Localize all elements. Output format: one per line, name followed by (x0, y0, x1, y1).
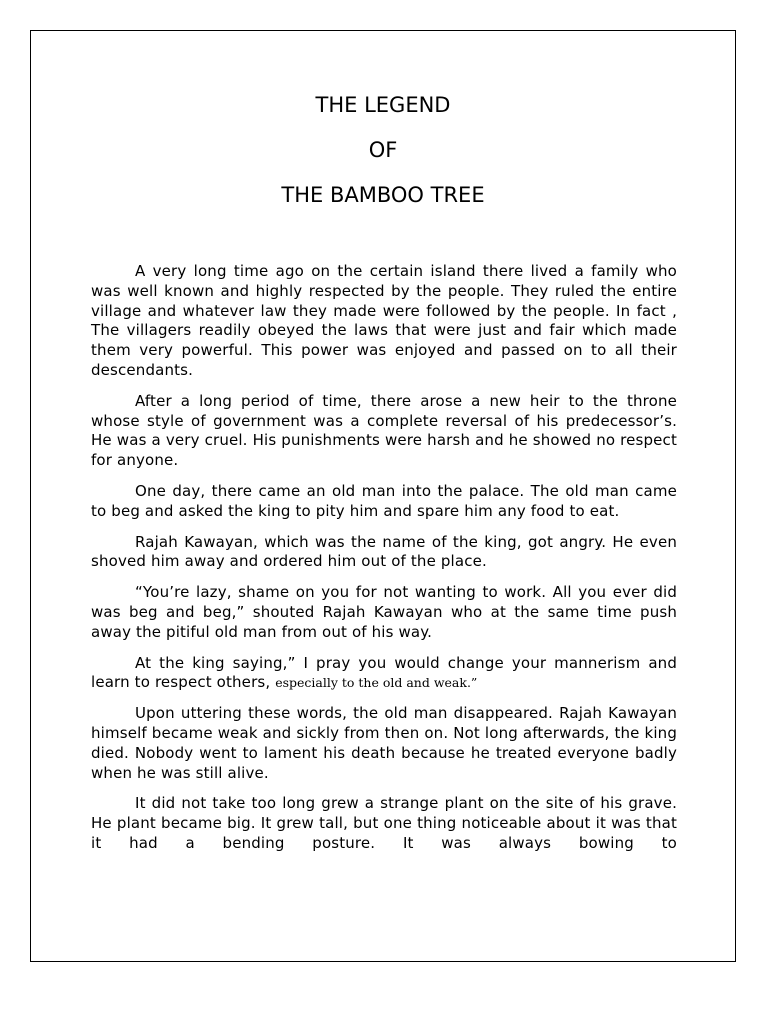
title-line-1: THE LEGEND (315, 93, 451, 117)
paragraph-6-text: At the king saying,” I pray you would change your mannerism and learn to respect others, (91, 653, 677, 692)
paragraph-7: Upon uttering these words, the old man disappeared. Rajah Kawayan himself became weak and sickly from then on. Not long afterwards, the king died. Nobody went to lament his death because he treated everyone badly when he was still alive. (91, 704, 677, 782)
paragraph-2: After a long period of time, there arose a new heir to the throne whose style of government was a complete reversal of his predecessor’s. He was a very cruel. His punishments were harsh and he showed no respect for anyone. (91, 391, 677, 470)
paragraph-8: It did not take too long grew a strange plant on the site of his grave. He plant became big. It grew tall, but one thing noticeable about it was that it had a bending posture. It was always bowing to (91, 794, 677, 852)
document-body (91, 262, 677, 865)
title-line-3: THE BAMBOO TREE (281, 183, 485, 207)
paragraph-6-serif-text: especially to the old and weak.” (275, 675, 478, 691)
paragraph-4: Rajah Kawayan, which was the name of the king, got angry. He even shoved him away and ordered him out of the place. (91, 532, 677, 571)
paragraph-3: One day, there came an old man into the palace. The old man came to beg and asked the king to pity him and spare him any food to eat. (91, 481, 677, 520)
document-title (30, 90, 736, 225)
paragraph-1: A very long time ago on the certain island there lived a family who was well known and highly respected by the people. They ruled the entire village and whatever law they made were followed by the people. In fact , The villagers readily obeyed the laws that were just and fair which made them very powerful. This power was enjoyed and passed on to all their descendants. (91, 262, 677, 379)
paragraph-6 (91, 654, 677, 694)
title-line-2: OF (368, 138, 398, 162)
paragraph-5: “You’re lazy, shame on you for not wanting to work. All you ever did was beg and beg,” shouted Rajah Kawayan who at the same time push away the pitiful old man from out of his way. (91, 583, 677, 641)
